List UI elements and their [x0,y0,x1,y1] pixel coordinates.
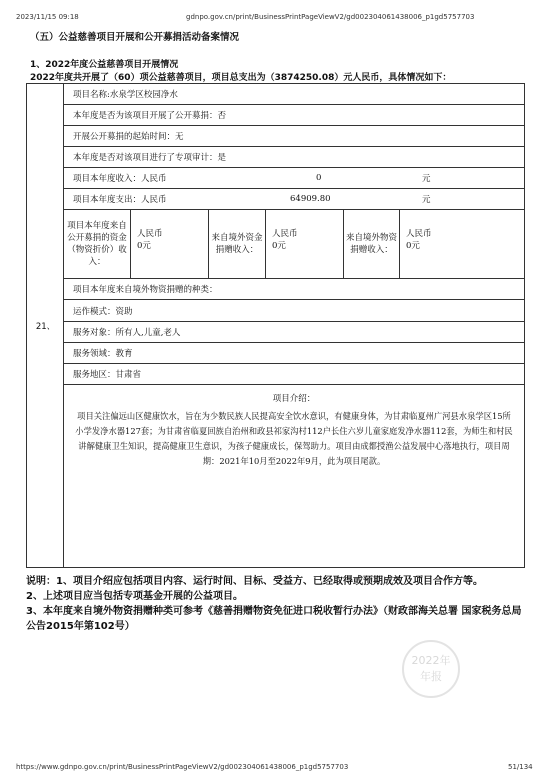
row-region [64,364,524,385]
footer-url[interactable]: https://www.gdnpo.gov.cn/print/BusinessPrintPageViewV2/gd002304061438006_p1gd5757703 [16,763,349,771]
intro-title: 项目介绍： [272,394,316,404]
overseas-goods-label: 来自境外物资捐赠收入： [344,210,400,278]
row-public-fundraising [64,105,524,126]
operation-mode: 运作模式：资助 [73,306,133,317]
sub-title: 1、2022年度公益慈善项目开展情况 [30,60,179,70]
row-field [64,343,524,364]
expense-label: 项目本年度支出：人民币 [73,195,167,205]
note-3: 3、本年度来自境外物资捐赠种类可参考《慈善捐赠物资免征进口税收暂行办法》（财政部海关总署 国家税务总局公告2015年第102号） [26,606,522,632]
section-title: （五）公益慈善项目开展和公开募捐活动备案情况 [30,32,240,43]
print-datetime: 2023/11/15 09:18 [16,13,79,21]
project-rows [64,84,524,567]
service-field: 服务领域：教育 [73,349,133,359]
fundraising-start-time: 开展公开募捐的起始时间：无 [73,132,184,142]
row-mode [64,300,524,322]
row-funding-sources [64,210,524,279]
annual-report-stamp: 2022年 年报 [402,640,460,698]
project-table [26,83,525,568]
income-unit: 元 [422,174,431,184]
public-fund-value: 人民币 0元 [131,210,209,278]
page-number: 51/134 [508,763,533,771]
notes [26,574,526,634]
row-income [64,168,524,189]
service-region: 服务地区：甘肃省 [73,370,142,380]
overseas-cash-label: 来自境外资金捐赠收入： [209,210,266,278]
row-expense [64,189,524,210]
project-index: 21、 [35,322,56,332]
income-value: 0 [316,173,322,183]
public-fundraising: 本年度是否为该项目开展了公开募捐：否 [73,111,227,121]
row-audit [64,147,524,168]
public-fund-label: 项目本年度来自公开募捐的资金（物资折价）收入： [64,210,131,278]
print-url: gdnpo.gov.cn/print/BusinessPrintPageViewV2/gd002304061438006_p1gd5757703 [186,13,475,21]
overseas-goods-types: 项目本年度来自境外物资捐赠的种类： [73,285,218,295]
expense-value: 64909.80 [290,194,331,204]
special-audit: 本年度是否对该项目进行了专项审计：是 [73,153,227,163]
project-name: 项目名称:水泉学区校园净水 [73,90,178,100]
expense-unit: 元 [422,195,431,205]
row-goods-types [64,279,524,300]
row-target [64,322,524,343]
note-2: 2、上述项目应当包括专项基金开展的公益项目。 [26,591,243,602]
row-intro [64,385,524,567]
intro-body: 项目关注偏远山区健康饮水，旨在为少数民族人民提高安全饮水意识，有健康身体，为甘肃临夏州广河县水泉学区15所小学发净水器127套；为甘肃省临夏回族自治州和政县祁家沟村112户长住六岁儿童家庭发净水器112套，为师生和村民讲解健康卫生知识，提高健康卫生意识，为孩子健康成长，保驾助力。项目由成都授渔公益发展中心落地执行，项目周期：2021年10月至2022年9月，此为项目尾款。 [75,411,513,466]
row-project-name [64,84,524,105]
index-column [27,84,64,567]
note-1: 说明：1、项目介绍应包括项目内容、运行时间、目标、受益方、已经取得或预期成效及项目合作方等。 [26,576,483,587]
income-label: 项目本年度收入：人民币 [73,174,167,184]
row-start-time [64,126,524,147]
summary-line: 2022年度共开展了（60）项公益慈善项目，项目总支出为（3874250.08）元人民币，具体情况如下： [30,73,452,83]
overseas-cash-value: 人民币 0元 [266,210,344,278]
service-target: 服务对象：所有人,儿童,老人 [73,328,181,338]
overseas-goods-value: 人民币 0元 [406,229,432,251]
